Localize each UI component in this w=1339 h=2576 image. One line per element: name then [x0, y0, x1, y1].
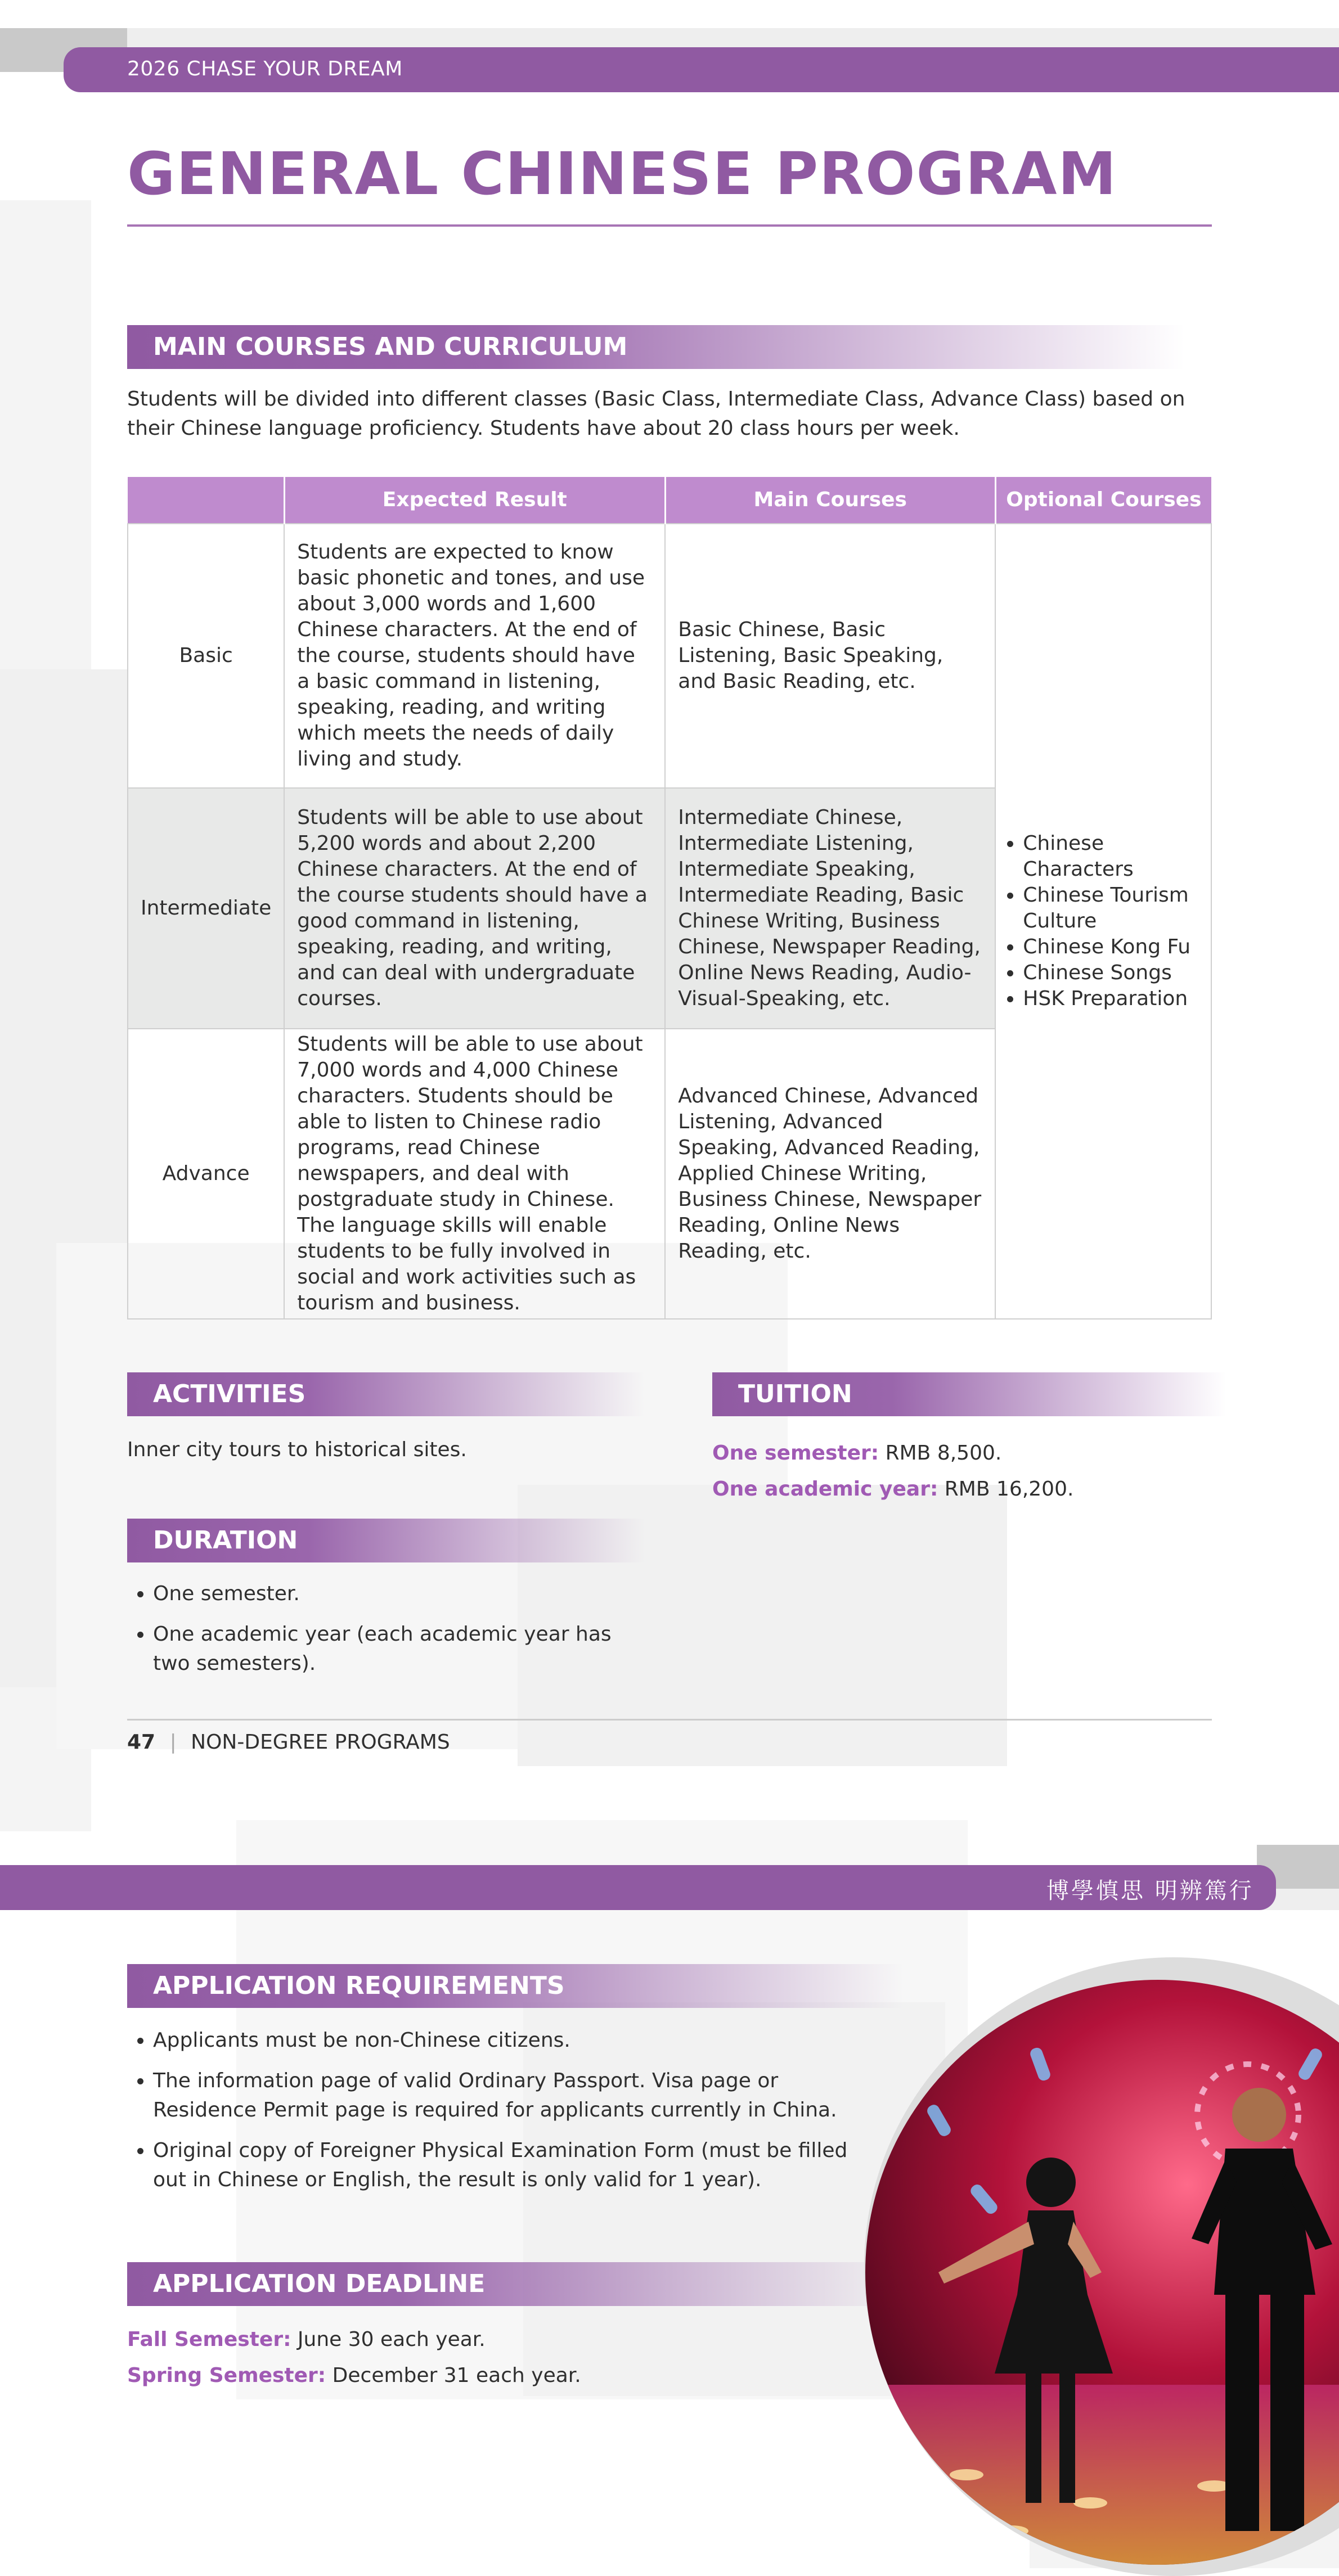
tuition-list	[712, 1435, 1073, 1507]
main-courses-cell: Advanced Chinese, Advanced Listening, Advanced Speaking, Advanced Reading, Applied Chinese Writing, Business Chinese, Newspaper Reading, Online News Reading, etc.	[665, 1029, 995, 1319]
deadline-value: December 31 each year.	[332, 2364, 581, 2387]
tuition-value: RMB 8,500.	[885, 1442, 1002, 1465]
duration-list	[127, 1579, 622, 1690]
expected-cell: Students are expected to know basic phonetic and tones, and use about 3,000 words and 1,600 Chinese characters. At the end of the course, students should have a basic command in listening, speaking, reading, and writing which meets the needs of daily living and study.	[284, 524, 665, 788]
list-item: • Chinese Tourism Culture	[1023, 882, 1208, 934]
requirements-heading: APPLICATION REQUIREMENTS	[127, 1964, 904, 2008]
activities-text: Inner city tours to historical sites.	[127, 1438, 467, 1461]
footer-divider	[127, 1719, 1212, 1721]
tagline: 2026 CHASE YOUR DREAM	[127, 57, 403, 80]
tuition-item	[712, 1435, 1073, 1471]
activities-heading: ACTIVITIES	[127, 1372, 645, 1416]
list-item: • Chinese Characters	[1023, 831, 1208, 882]
tuition-item	[712, 1471, 1073, 1507]
deadline-item	[127, 2358, 581, 2394]
title-divider	[127, 224, 1212, 227]
list-item: • Chinese Kong Fu	[1023, 934, 1208, 960]
motto: 博學慎思 明辨篤行	[1046, 1878, 1254, 1904]
requirements-bullets	[127, 2026, 859, 2195]
table-row	[128, 524, 1211, 788]
header-strip	[127, 28, 1339, 47]
page-title: GENERAL CHINESE PROGRAM	[127, 139, 1117, 208]
curriculum-heading: MAIN COURSES AND CURRICULUM	[127, 325, 1185, 369]
list-item: • Original copy of Foreigner Physical Examination Form (must be filled out in Chinese or English, the result is only valid for 1 year).	[153, 2136, 859, 2195]
level-cell: Basic	[128, 524, 284, 788]
deadline-label: Spring Semester:	[127, 2364, 326, 2387]
expected-cell: Students will be able to use about 5,200 words and about 2,200 Chinese characters. At the end of the course students should have a good command in listening, speaking, reading, and writing, and can deal with undergraduate courses.	[284, 788, 665, 1029]
expected-cell: Students will be able to use about 7,000 words and 4,000 Chinese characters. Students should be able to listen to Chinese radio programs, read Chinese newspapers, and deal with postgraduate study in Chinese. The language skills will enable students to be fully involved in social and work activities such as tourism and business.	[284, 1029, 665, 1319]
list-item: • One semester.	[153, 1579, 622, 1609]
duration-heading: DURATION	[127, 1519, 645, 1562]
list-item: • Chinese Songs	[1023, 960, 1208, 986]
page-number: 47	[127, 1731, 156, 1754]
list-item: • The information page of valid Ordinary Passport. Visa page or Residence Permit page is required for applicants currently in China.	[153, 2066, 859, 2125]
deadline-label: Fall Semester:	[127, 2328, 291, 2351]
main-courses-cell: Basic Chinese, Basic Listening, Basic Speaking, and Basic Reading, etc.	[665, 524, 995, 788]
table-header-optional: Optional Courses	[995, 477, 1211, 524]
tuition-value: RMB 16,200.	[944, 1478, 1074, 1501]
list-item: • HSK Preparation	[1023, 986, 1208, 1012]
optional-courses-list	[1000, 831, 1208, 1012]
curriculum-table	[127, 477, 1212, 1319]
tuition-heading: TUITION	[712, 1372, 1226, 1416]
deadline-value: June 30 each year.	[297, 2328, 486, 2351]
footer-section: NON-DEGREE PROGRAMS	[191, 1731, 450, 1754]
tuition-label: One academic year:	[712, 1478, 938, 1501]
requirements-list	[127, 2026, 859, 2206]
main-courses-cell: Intermediate Chinese, Intermediate Listening, Intermediate Speaking, Intermediate Reading, Basic Chinese Writing, Business Chinese, Newspaper Reading, Online News Reading, Audio-Visual-Speaking, etc.	[665, 788, 995, 1029]
optional-courses-cell	[995, 524, 1211, 1319]
table-header-row	[128, 477, 1211, 524]
table-header-expected: Expected Result	[284, 477, 665, 524]
list-item: • Applicants must be non-Chinese citizens.	[153, 2026, 859, 2055]
table-header-main: Main Courses	[665, 477, 995, 524]
deadline-item	[127, 2322, 581, 2358]
level-cell: Advance	[128, 1029, 284, 1319]
duration-bullets	[127, 1579, 622, 1678]
page-footer	[127, 1731, 450, 1754]
table-header-level	[128, 477, 284, 524]
deadline-heading: APPLICATION DEADLINE	[127, 2262, 904, 2306]
list-item: • One academic year (each academic year has two semesters).	[153, 1620, 622, 1678]
level-cell: Intermediate	[128, 788, 284, 1029]
tuition-label: One semester:	[712, 1442, 879, 1465]
deadline-list	[127, 2322, 581, 2394]
footer-separator: |	[169, 1731, 177, 1754]
curriculum-intro: Students will be divided into different classes (Basic Class, Intermediate Class, Advance Class) based on their Chinese language proficiency. Students have about 20 class hours per week.	[127, 388, 1185, 440]
